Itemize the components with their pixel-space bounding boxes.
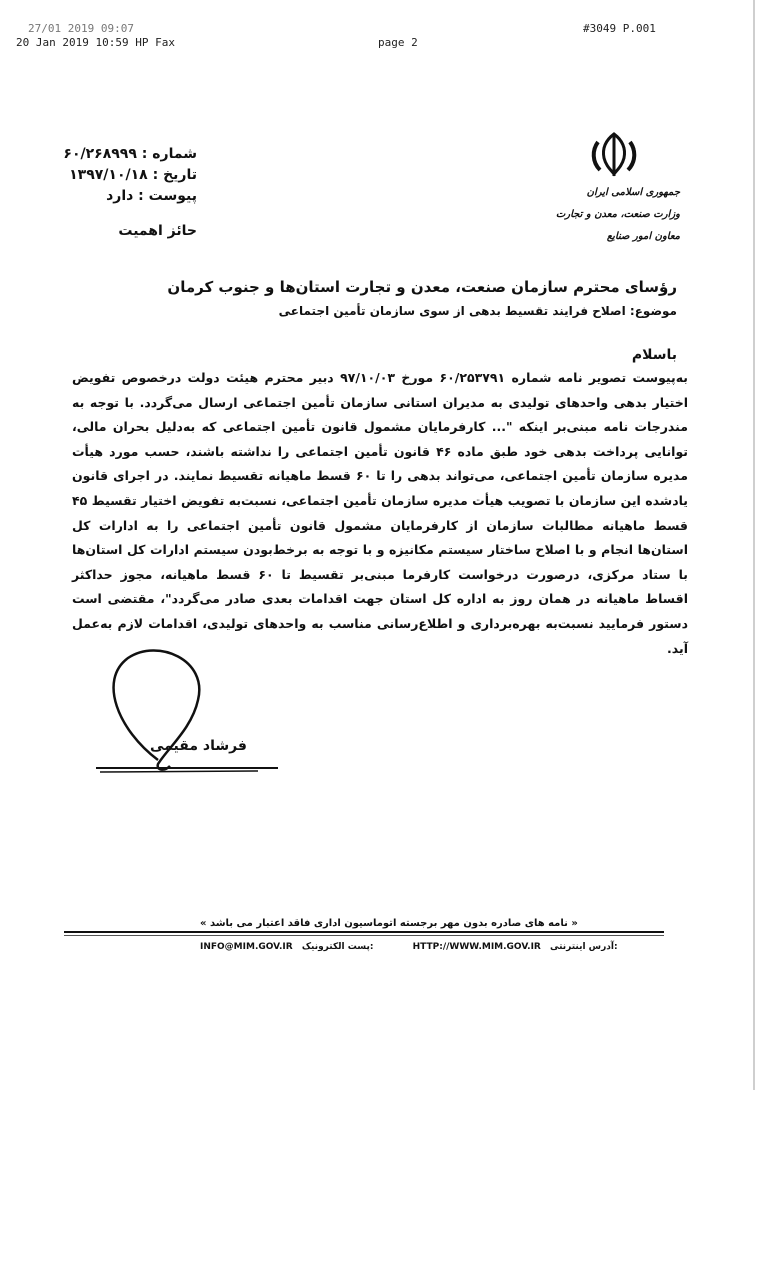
fax-page-number: page 2 xyxy=(378,36,418,49)
letter-attachment: پیوست : دارد xyxy=(106,188,197,204)
organization-block xyxy=(555,182,680,248)
footer-email-label: پست الکترونیک: xyxy=(301,942,374,952)
footer-website-label: آدرس اینترنتی: xyxy=(549,942,618,952)
org-line-country: جمهوری اسلامی ایران xyxy=(586,187,680,198)
letter-meta xyxy=(63,144,197,242)
iran-emblem-icon xyxy=(584,130,644,180)
org-line-ministry: وزارت صنعت، معدن و تجارت xyxy=(555,209,680,220)
signature-icon xyxy=(88,640,288,780)
letter-date: تاریخ : ۱۳۹۷/۱۰/۱۸ xyxy=(69,167,197,183)
scan-edge-line xyxy=(753,0,755,1090)
footer-note: « نامه های صادره بدون مهر برجسته اتوماسیون اداری فاقد اعتبار می باشد » xyxy=(200,918,578,929)
footer-contacts xyxy=(200,942,624,952)
subject: موضوع: اصلاح فرایند تقسیط بدهی از سوی سازمان تأمین اجتماعی xyxy=(278,304,677,318)
letter-body: به‌پیوست تصویر نامه شماره ۶۰/۲۵۳۷۹۱ مورخ ۹۷/۱۰/۰۳ دبیر محترم هیئت دولت درخصوص تفویض اختیار بدهی واحدهای تولیدی به مدیران استانی سازمان تأمین اجتماعی ارسال می‌گردد. با توجه به مندرجات نامه مبنی‌بر اینکه "... کارفرمایان مشمول قانون تأمین اجتماعی که به‌دلیل بحران مالی، توانایی پرداخت بدهی خود طبق ماده ۴۶ قانون تأمین اجتماعی را نداشته باشند، حسب مورد هیأت مدیره سازمان تأمین اجتماعی، می‌تواند بدهی را تا ۶۰ قسط ماهیانه تقسیط نمایند. در اجرای قانون یادشده این سازمان با تصویب هیأت مدیره سازمان تأمین اجتماعی، نسبت‌به تفویض اختیار تقسیط ۴۵ قسط ماهیانه مطالبات سازمان از کارفرمایان مشمول قانون تأمین اجتماعی را به ادارات کل استان‌ها انجام و با اصلاح ساختار سیستم مکانیزه و با توجه به برخط‌بودن سیستم ادارات کل استان‌ها با ستاد مرکزی، درصورت درخواست کارفرما مبنی‌بر تقسیط تا ۶۰ قسط ماهیانه، مجوز حداکثر اقساط ماهیانه در همان روز به اداره کل استان جهت اقدامات بعدی صادر می‌گردد"، مقتضی است دستور فرمایید نسبت‌به بهره‌برداری و اطلاع‌رسانی مناسب به واحدهای تولیدی، اقدامات لازم به‌عمل آید. xyxy=(72,370,689,656)
letter-importance: حائز اهمیت xyxy=(118,223,197,239)
recipient: رؤسای محترم سازمان صنعت، معدن و تجارت استان‌ها و جنوب کرمان xyxy=(167,278,677,296)
fax-header-line1: 27/01 2019 09:07 xyxy=(28,22,134,35)
fax-header-line2: 20 Jan 2019 10:59 HP Fax xyxy=(16,36,175,49)
org-line-deputy: معاون امور صنایع xyxy=(606,231,680,242)
footer-divider xyxy=(64,931,664,933)
greeting: باسلام xyxy=(631,347,677,363)
signatory-name: فرشاد مقیمی xyxy=(150,738,247,754)
fax-job-id: #3049 P.001 xyxy=(583,22,656,35)
letter-number: شماره : ۶۰/۲۶۸۹۹۹ xyxy=(63,146,197,162)
footer-website: HTTP://WWW.MIM.GOV.IR xyxy=(412,942,541,952)
footer-email: INFO@MIM.GOV.IR xyxy=(200,942,293,952)
footer-divider-thin xyxy=(64,935,664,936)
